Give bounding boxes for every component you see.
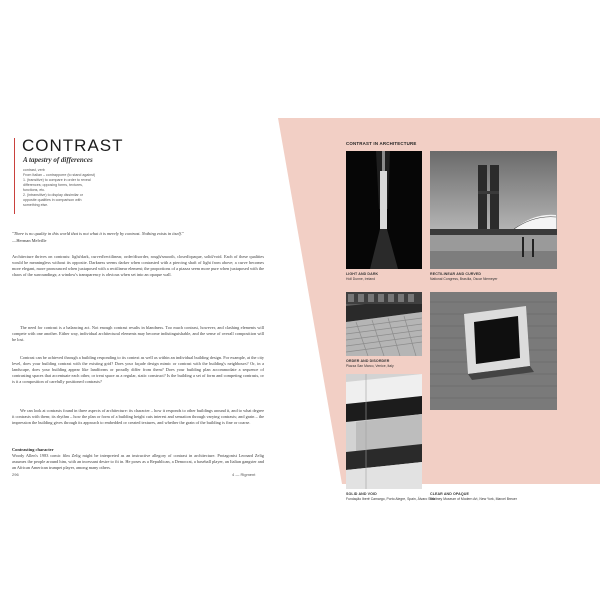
caption bbox=[430, 492, 517, 501]
definition-line: functions, etc. bbox=[23, 188, 46, 192]
page-subtitle: A tapestry of differences bbox=[23, 156, 93, 164]
photo-order-and-disorder bbox=[346, 292, 422, 356]
caption bbox=[346, 272, 378, 281]
body-paragraph bbox=[12, 355, 264, 385]
photo-solid-and-void bbox=[346, 374, 422, 489]
paragraph-text: We can look at contrasts found in three aspects of architecture: its character – how it responds to other buildings around it, and to what degree it contrasts with them; its rhythm – how the plan or form of a building height cuts interest and sensation through varying contrasts; and grain – the impression the building gives through its approach to embedded or created textures, and whether the grain of the building is fine or coarse. bbox=[12, 408, 264, 425]
paragraph-text: The need for contrast is a balancing act. Not enough contrast results in blandness. Too much contrast, however, and clashing elements will compete with one another. Either way, individual architectural elements may become indistinguishable, and the sense of overall composition will be lost. bbox=[12, 325, 264, 342]
epigraph-author: —Herman Melville bbox=[12, 238, 47, 243]
body-paragraph bbox=[12, 408, 264, 426]
photo-light-and-dark bbox=[346, 151, 422, 269]
caption-title: ORDER AND DISORDER bbox=[346, 359, 390, 363]
paragraph-text: Architecture thrives on contrasts: light/dark, curved/rectilinear, order/disorder, rough/smooth, closed/opaque, solid/void. Each of these qualities would be meaningless without its opposite. Darkness seems darker when contrasted with a piercing shaft of light from above; a curve becomes more elegant, more pronounced when juxtaposed with a rectilinear element; the proportions of a piazza seem more pure when juxtaposed with the chaos of the surroundings; a window's transparency is obvious when set into an opaque wall. bbox=[12, 254, 264, 277]
definition-line: differences; opposing forms, textures, bbox=[23, 183, 83, 187]
definition-line: From Italian – contrapporre (to stand against) bbox=[23, 173, 96, 177]
caption bbox=[430, 272, 497, 281]
definition-line: contrast, verb bbox=[23, 168, 45, 172]
epigraph-quote: "There is no quality in this world that is not what it is merely by contrast. Nothing exists in itself." bbox=[12, 231, 184, 236]
body-paragraph bbox=[12, 254, 264, 278]
caption-subtitle: Holl Dunne, Ireland bbox=[346, 276, 376, 281]
caption-title: SOLID AND VOID bbox=[346, 492, 377, 496]
caption-subtitle: Fundação Iberê Camargo, Porto Alegre, Spain, Álvaro Siza bbox=[346, 496, 435, 501]
caption bbox=[346, 492, 435, 501]
caption-title: CLEAR AND OPAQUE bbox=[430, 492, 469, 496]
section-subhead: Contrasting character bbox=[12, 447, 54, 452]
chapter-folio: 4 — Rigment bbox=[232, 472, 256, 477]
paragraph-text: Contrast can be achieved through a building responding to its context as well as within an individual building design. For example, at the city level, does your building contrast with the existing grid? Does your façade design mimic or contrast with the building's neighbours? Or, in a landscape, does your building appear like landforms or proudly differ from them? Does your building plan accommodate a sequence of contrasting spaces that accentuate each other, or treat space as a regular, static construct? Is the building a set of form and competing contrasts, or is it a composition of carefully positioned contrasts? bbox=[12, 355, 264, 384]
caption-title: LIGHT AND DARK bbox=[346, 272, 379, 276]
definition-block bbox=[23, 168, 141, 208]
gallery-title: CONTRAST IN ARCHITECTURE bbox=[346, 141, 417, 146]
page-title: CONTRAST bbox=[22, 136, 124, 155]
definition-line: 2. (intransitive) to display dissimilar or bbox=[23, 193, 83, 197]
caption-subtitle: National Congress, Brasília, Oscar Niemeyer bbox=[430, 276, 498, 281]
photo-rectilinear-and-curved bbox=[430, 151, 557, 269]
definition-line: opposite qualities in comparison with bbox=[23, 198, 82, 202]
definition-line: 1. (transitive) to compare in order to reveal bbox=[23, 178, 91, 182]
photo-clear-and-opaque bbox=[430, 292, 557, 410]
caption-subtitle: Piazza San Marco, Venice, Italy bbox=[346, 363, 394, 368]
caption bbox=[346, 359, 394, 368]
caption-title: RECTILINEAR AND CURVED bbox=[430, 272, 482, 276]
caption-subtitle: Whitney Museum of Modern Art, New York, Marcel Breuer bbox=[430, 496, 517, 501]
body-paragraph bbox=[12, 453, 264, 471]
body-paragraph bbox=[12, 325, 264, 343]
title-accent-line bbox=[14, 138, 15, 214]
definition-line: something else. bbox=[23, 203, 49, 207]
page-number: 296 bbox=[12, 472, 19, 477]
paragraph-text: Woody Allen's 1983 comic film Zelig might be interpreted as an instructive allegory of contrast in architecture. Protagonist Leonard Zelig assumes the people around him, with an incessant desire to fit in. He poses as a Republican, a Democrat, a baseball player, an Italian gangster and an African American trumpet player, among many others. bbox=[12, 453, 264, 470]
